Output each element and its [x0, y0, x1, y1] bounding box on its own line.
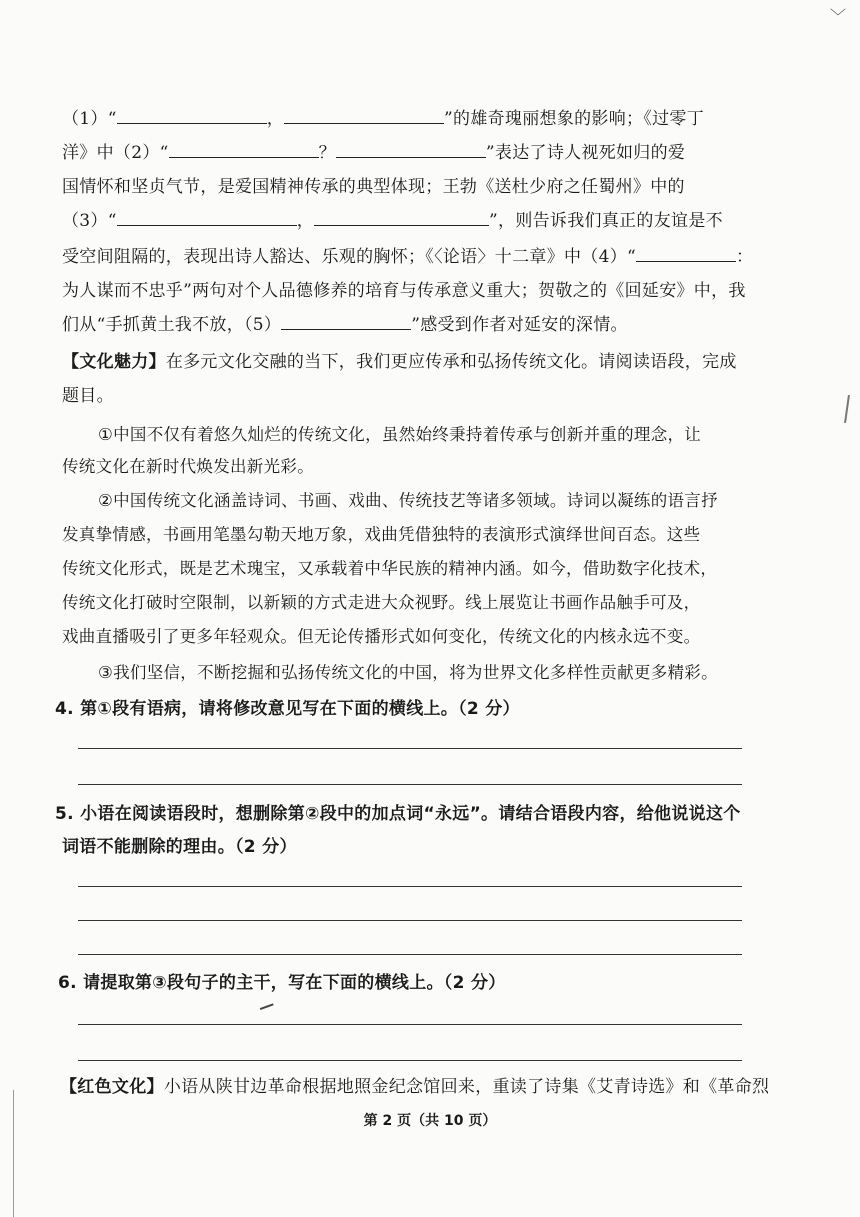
- fill-line-3: [62, 170, 752, 204]
- blank-3b[interactable]: [314, 207, 489, 226]
- text: ，: [266, 109, 285, 129]
- text: 不变。: [650, 627, 701, 646]
- para2-line-2: [62, 518, 752, 552]
- text: （1）“: [62, 109, 117, 129]
- dotted-word: 永远 • •: [616, 627, 650, 646]
- text: 5. 小语在阅读语段时，想删除第②段中的加点词“永远”。请结合语段内容，给他说说这个: [55, 804, 741, 824]
- text: 洋》中（2）“: [62, 143, 169, 163]
- text: ”，则告诉我们真正的友谊是不: [489, 211, 723, 231]
- culture-intro-2: [62, 379, 752, 413]
- text: ”感受到作者对延安的深情。: [411, 315, 628, 335]
- text: ②中国传统文化涵盖诗词、书画、戏曲、传统技艺等诸多领域。诗词以凝练的语言抒: [98, 491, 718, 510]
- para1-line-1: [98, 418, 752, 452]
- blank-3a[interactable]: [117, 207, 297, 226]
- pen-mark: [844, 395, 850, 423]
- para2-line-3: [62, 552, 752, 586]
- text: 传统文化在新时代焕发出新光彩。: [62, 457, 314, 476]
- red-culture-line: [60, 1070, 770, 1104]
- text: ”的雄奇瑰丽想象的影响；《过零丁: [444, 109, 705, 129]
- para2-line-1: [98, 484, 752, 518]
- fill-line-4: [62, 204, 752, 238]
- text: 在多元文化交融的当下，我们更应传承和弘扬传统文化。请阅读语段，完成: [165, 352, 737, 372]
- answer-line[interactable]: [78, 748, 742, 749]
- text: 小语从陕甘边革命根据地照金纪念馆回来，重读了诗集《艾青诗选》和《革命烈: [163, 1077, 770, 1097]
- text: ①中国不仅有着悠久灿烂的传统文化，虽然始终秉持着传承与创新并重的理念，让: [98, 425, 702, 444]
- question-6: [58, 966, 748, 1000]
- answer-line[interactable]: [78, 920, 742, 921]
- fill-line-7: [62, 308, 752, 342]
- answer-line[interactable]: [78, 954, 742, 955]
- text: 传统文化打破时空限制，以新颖的方式走进大众视野。线上展览让书画作品触手可及，: [62, 593, 701, 612]
- blank-5[interactable]: [281, 311, 411, 330]
- para1-line-2: [62, 450, 752, 484]
- text: 题目。: [62, 386, 114, 406]
- text: ？: [318, 143, 336, 163]
- section-tag: 【文化魅力】: [62, 352, 166, 372]
- text: 词语不能删除的理由。（2 分）: [62, 837, 297, 857]
- blank-1a[interactable]: [117, 105, 267, 124]
- text: 国情怀和坚贞气节，是爱国精神传承的典型体现；王勃《送杜少府之任蜀州》中的: [62, 177, 685, 197]
- section-tag: 【红色文化】: [60, 1077, 164, 1097]
- text: 受空间阻隔的，表现出诗人豁达、乐观的胸怀；《〈论语〉十二章》中（4）“: [62, 247, 637, 267]
- text: （3）“: [62, 211, 117, 231]
- answer-line[interactable]: [78, 886, 742, 887]
- blank-2b[interactable]: [336, 139, 486, 158]
- text: 发真挚情感，书画用笔墨勾勒天地万象，戏曲凭借独特的表演形式演绎世间百态。这些: [62, 525, 701, 544]
- blank-1b[interactable]: [284, 105, 444, 124]
- text: ，: [296, 211, 315, 231]
- fill-line-1: [62, 102, 752, 136]
- text: 们从“手抓黄土我不放，（5）: [62, 315, 282, 335]
- answer-line[interactable]: [78, 1024, 742, 1025]
- text: ：: [736, 247, 754, 267]
- question-4: [55, 692, 745, 726]
- question-5-line-2: [62, 830, 752, 864]
- text: 戏曲直播吸引了更多年轻观众。但无论传播形式如何变化，传统文化的内核: [62, 627, 617, 646]
- culture-intro-1: [62, 345, 752, 379]
- fill-line-5: [62, 240, 752, 274]
- blank-4[interactable]: [636, 243, 736, 262]
- fill-line-2: [62, 136, 752, 170]
- text: ”表达了诗人视死如归的爱: [485, 143, 686, 163]
- answer-line[interactable]: [78, 1060, 742, 1061]
- text: 4. 第①段有语病，请将修改意见写在下面的横线上。（2 分）: [55, 699, 520, 719]
- text: 为人谋而不忠乎”两句对个人品德修养的培育与传承意义重大；贺敬之的《回延安》中，我: [62, 281, 746, 301]
- answer-line[interactable]: [78, 784, 742, 785]
- question-5-line-1: [55, 797, 745, 831]
- corner-mark: ﹀: [830, 7, 847, 26]
- page-number: 第 2 页（共 10 页）: [363, 1113, 497, 1129]
- blank-2a[interactable]: [169, 139, 319, 158]
- para3-line: [98, 656, 752, 690]
- text: 传统文化形式，既是艺术瑰宝，又承载着中华民族的精神内涵。如今，借助数字化技术，: [62, 559, 718, 578]
- fill-line-6: [62, 274, 752, 308]
- text: 6. 请提取第③段句子的主干，写在下面的横线上。（2 分）: [58, 973, 506, 993]
- para2-line-5: [62, 620, 752, 654]
- text: ③我们坚信，不断挖掘和弘扬传统文化的中国，将为世界文化多样性贡献更多精彩。: [98, 663, 718, 682]
